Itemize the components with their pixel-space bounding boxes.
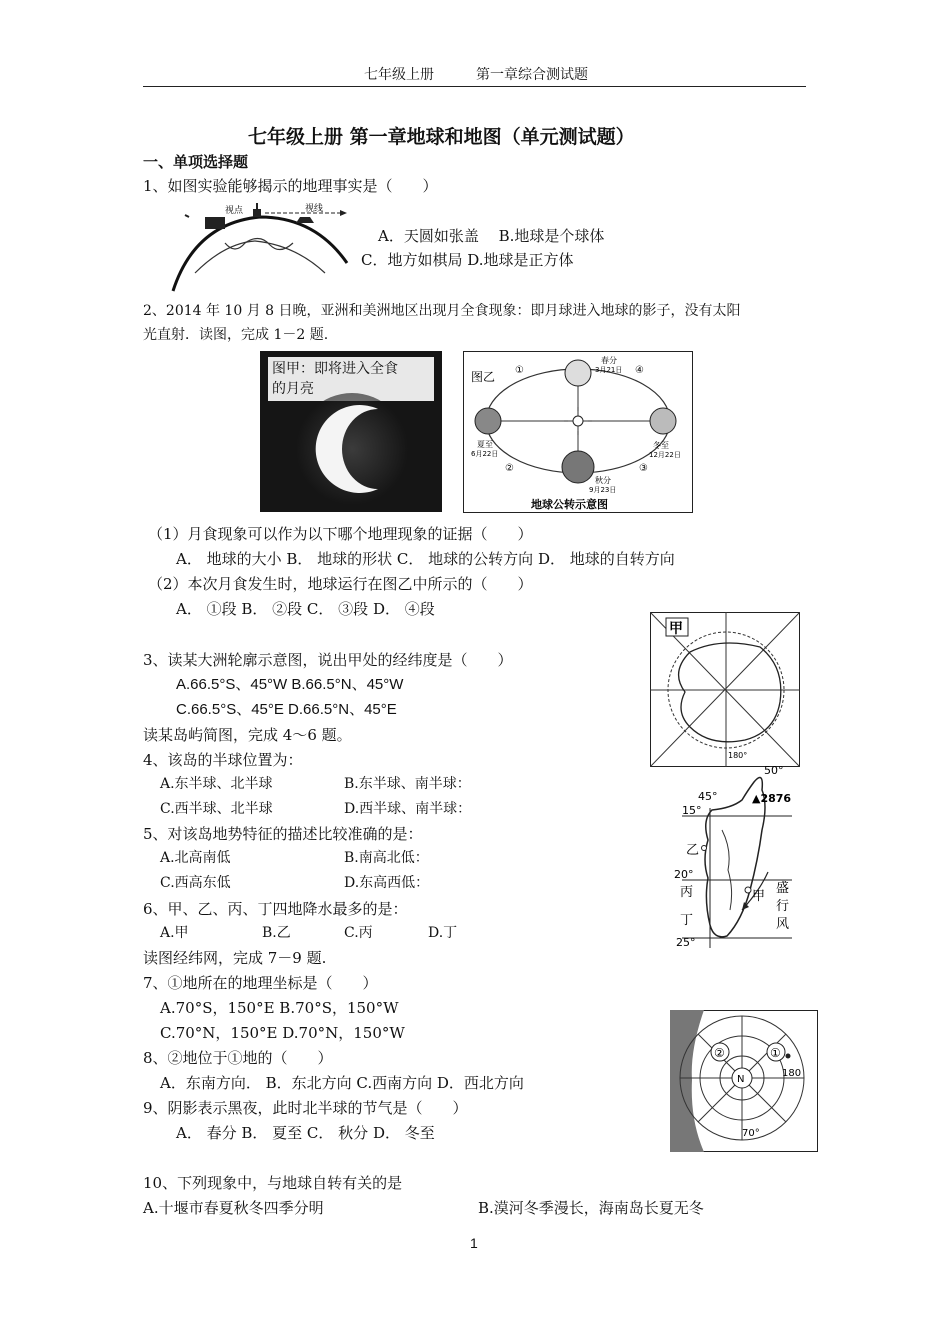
svg-text:乙: 乙 xyxy=(686,843,700,858)
q6-option-b: B.乙 xyxy=(262,925,291,941)
q5-option-b: B.南高北低： xyxy=(344,850,429,866)
q6-stem: 6、甲、乙、丙、丁四地降水最多的是： xyxy=(143,900,408,918)
svg-text:15°: 15° xyxy=(682,804,702,817)
q4-option-d: D.西半球、南半球： xyxy=(344,801,472,817)
svg-text:行: 行 xyxy=(776,899,790,914)
q5-option-d: D.东高西低： xyxy=(344,875,430,891)
q5-stem: 5、对该岛地势特征的描述比较准确的是： xyxy=(143,825,423,843)
svg-text:45°: 45° xyxy=(698,790,718,803)
island-map-figure xyxy=(672,760,802,950)
q5-option-a: A.北高南低 xyxy=(160,850,231,866)
svg-text:20°: 20° xyxy=(674,868,694,881)
svg-text:70°: 70° xyxy=(742,1128,760,1139)
q2-sub2-options: A． ①段 B． ②段 C． ③段 D． ④段 xyxy=(176,600,435,618)
section-heading: 一、单项选择题 xyxy=(143,153,249,171)
continent-jia: 甲 xyxy=(669,621,683,637)
svg-text:风: 风 xyxy=(776,917,790,932)
orbit-caption: 地球公转示意图 xyxy=(531,498,608,511)
q9-stem: 9、阴影表示黑夜，此时北半球的节气是（ ） xyxy=(143,1099,468,1117)
svg-text:盛: 盛 xyxy=(776,881,790,896)
svg-text:3月21日: 3月21日 xyxy=(595,366,623,374)
grid-intro: 读图经纬网，完成 7－9 题. xyxy=(143,949,327,967)
svg-text:夏至: 夏至 xyxy=(477,440,493,449)
header-left: 七年级上册 xyxy=(364,67,434,83)
svg-text:25°: 25° xyxy=(676,936,696,949)
q1-options-row1: A．天圆如张盖 B.地球是个球体 xyxy=(378,227,605,245)
svg-text:180°: 180° xyxy=(728,751,748,760)
orbit-label: 图乙 xyxy=(471,370,496,384)
q1-fig-sightline: 视线 xyxy=(305,204,324,214)
island-intro: 读某岛屿简图，完成 4～6 题。 xyxy=(143,726,352,744)
svg-text:秋分: 秋分 xyxy=(595,476,611,485)
continent-outline-figure xyxy=(650,612,800,767)
q6-option-d: D.丁 xyxy=(428,925,458,941)
q9-options: A． 春分 B． 夏至 C． 秋分 D． 冬至 xyxy=(176,1124,435,1142)
q7-options-row2: C.70°N，150°E D.70°N，150°W xyxy=(160,1024,405,1042)
q2-sub1-options: A． 地球的大小 B． 地球的形状 C． 地球的公转方向 D． 地球的自转方向 xyxy=(176,550,675,568)
polar-grid-figure xyxy=(670,1010,818,1152)
q5-option-c: C.西高东低 xyxy=(160,875,231,891)
svg-text:①: ① xyxy=(515,365,524,376)
moon-caption-line1: 图甲：即将进入全食 xyxy=(272,361,398,377)
svg-text:春分: 春分 xyxy=(601,356,617,365)
svg-text:180: 180 xyxy=(782,1068,802,1079)
q2-stem-line1: 2、2014 年 10 月 8 日晚，亚洲和美洲地区出现月全食现象：即月球进入地球的影子，没有太阳 xyxy=(143,303,741,319)
svg-text:6月22日: 6月22日 xyxy=(471,450,499,458)
svg-text:50°: 50° xyxy=(764,764,784,777)
header-right: 第一章综合测试题 xyxy=(476,67,588,83)
q3-stem: 3、读某大洲轮廓示意图，说出甲处的经纬度是（ ） xyxy=(143,651,513,669)
q10-option-a: A.十堰市春夏秋冬四季分明 xyxy=(143,1199,324,1217)
svg-text:N: N xyxy=(737,1074,745,1085)
q10-option-b: B.漠河冬季漫长，海南岛长夏无冬 xyxy=(478,1199,704,1217)
q8-options: A．东南方向． B．东北方向 C.西南方向 D．西北方向 xyxy=(160,1074,524,1092)
q1-options-row2: C．地方如棋局 D.地球是正方体 xyxy=(361,251,574,269)
q4-stem: 4、该岛的半球位置为： xyxy=(143,751,303,769)
q10-stem: 10、下列现象中，与地球自转有关的是 xyxy=(143,1174,403,1192)
svg-text:②: ② xyxy=(505,463,514,474)
svg-text:①: ① xyxy=(770,1046,781,1060)
q2-stem-line2: 光直射．读图，完成 1－2 题. xyxy=(143,327,329,343)
q3-options-row2: C.66.5°S、45°E D.66.5°N、45°E xyxy=(176,701,397,718)
q7-stem: 7、①地所在的地理坐标是（ ） xyxy=(143,974,378,992)
q3-options-row1: A.66.5°S、45°W B.66.5°N、45°W xyxy=(176,676,404,693)
page-title: 七年级上册 第一章地球和地图（单元测试题） xyxy=(248,126,635,148)
q2-sub1-stem: （1）月食现象可以作为以下哪个地理现象的证据（ ） xyxy=(148,525,533,543)
page-number: 1 xyxy=(470,1235,478,1251)
q6-option-a: A.甲 xyxy=(160,925,189,941)
moon-caption-line2: 的月亮 xyxy=(272,381,314,397)
svg-text:▲2876: ▲2876 xyxy=(752,792,792,805)
q8-stem: 8、②地位于①地的（ ） xyxy=(143,1049,333,1067)
svg-text:④: ④ xyxy=(635,365,644,376)
q7-options-row1: A.70°S，150°E B.70°S，150°W xyxy=(160,999,399,1017)
moon-photo xyxy=(260,351,442,512)
q4-option-c: C.西半球、北半球 xyxy=(160,801,273,817)
svg-text:12月22日: 12月22日 xyxy=(649,451,681,459)
svg-text:丙: 丙 xyxy=(680,885,694,900)
svg-text:冬至: 冬至 xyxy=(653,441,669,450)
q4-option-b: B.东半球、南半球： xyxy=(344,776,471,792)
q2-sub2-stem: （2）本次月食发生时，地球运行在图乙中所示的（ ） xyxy=(148,575,533,593)
header-rule xyxy=(143,86,806,87)
q4-option-a: A.东半球、北半球 xyxy=(160,776,273,792)
orbit-diagram xyxy=(463,351,693,513)
q1-figure xyxy=(165,203,355,293)
svg-text:9月23日: 9月23日 xyxy=(589,486,617,494)
svg-text:甲: 甲 xyxy=(752,889,766,904)
q6-option-c: C.丙 xyxy=(344,925,373,941)
svg-text:丁: 丁 xyxy=(680,913,694,928)
q1-stem: 1、如图实验能够揭示的地理事实是（ ） xyxy=(143,177,438,195)
svg-text:③: ③ xyxy=(639,463,648,474)
q1-fig-viewpoint: 视点 xyxy=(225,206,244,216)
svg-text:②: ② xyxy=(714,1046,725,1060)
